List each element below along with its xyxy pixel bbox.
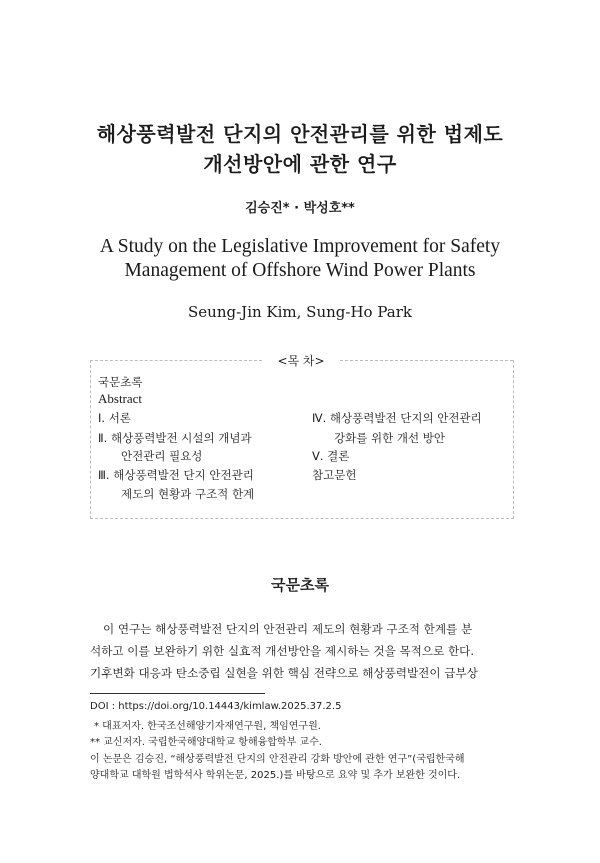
toc-item-introduction: Ⅰ. 서론 [98,411,131,425]
korean-authors: 김승진* · 박성호** [245,201,355,216]
abstract-heading: 국문초록 [271,576,329,594]
english-title-line-2: Management of Offshore Wind Power Plants [124,260,476,281]
toc-item-korean-abstract: 국문초록 [98,375,143,389]
abstract-line-2: 석하고 이를 보완하기 위한 실효적 개선방안을 제시하는 것을 목적으로 한다. [90,644,475,658]
toc-heading: <목 차> [262,352,340,369]
toc-item-chapter-3: Ⅲ. 해상풍력발전 단지 안전관리 [98,468,254,482]
toc-item-conclusion: Ⅴ. 결론 [312,449,350,463]
toc-item-chapter-4: Ⅳ. 해상풍력발전 단지의 안전관리 [312,411,482,425]
english-authors: Seung-Jin Kim, Sung-Ho Park [188,303,412,321]
abstract-line-1: 이 연구는 해상풍력발전 단지의 안전관리 제도의 현황과 구조적 한계를 분 [103,622,473,636]
toc-item-chapter-3-cont: 제도의 현황과 구조적 한계 [121,487,255,501]
footnote-corresponding-author: ** 교신저자. 국립한국해양대학교 항해융합학부 교수. [90,737,322,748]
toc-item-chapter-2-cont: 안전관리 필요성 [121,449,203,463]
toc-item-chapter-2: Ⅱ. 해상풍력발전 시설의 개념과 [98,431,252,445]
toc-top-border-right [340,360,513,361]
footnote-separator [90,693,265,694]
toc-item-abstract: Abstract [98,391,143,406]
footnote-doi: DOI : https://doi.org/10.14443/kimlaw.2025.37.2.5 [90,701,342,712]
footnote-source-line-2: 양대학교 대학원 법학석사 학위논문, 2025.)를 바탕으로 요약 및 추가 보완한 것이다. [90,770,461,781]
toc-item-chapter-4-cont: 강화를 위한 개선 방안 [334,431,445,445]
abstract-line-3: 기후변화 대응과 탄소중립 실현을 위한 핵심 전략으로 해상풍력발전이 급부상 [90,666,478,680]
footnote-source-line-1: 이 논문은 김승진, “해상풍력발전 단지의 안전관리 강화 방안에 관한 연구”(국립한국해 [90,754,465,765]
korean-title-line-1: 해상풍력발전 단지의 안전관리를 위한 법제도 [96,122,504,146]
korean-title-line-2: 개선방안에 관한 연구 [203,152,397,176]
toc-top-border-left [90,360,262,361]
english-title-line-1: A Study on the Legislative Improvement for Safety [99,236,501,257]
toc-item-references: 참고문헌 [312,468,357,482]
footnote-first-author: * 대표저자. 한국조선해양기자재연구원, 책임연구원. [94,721,321,732]
